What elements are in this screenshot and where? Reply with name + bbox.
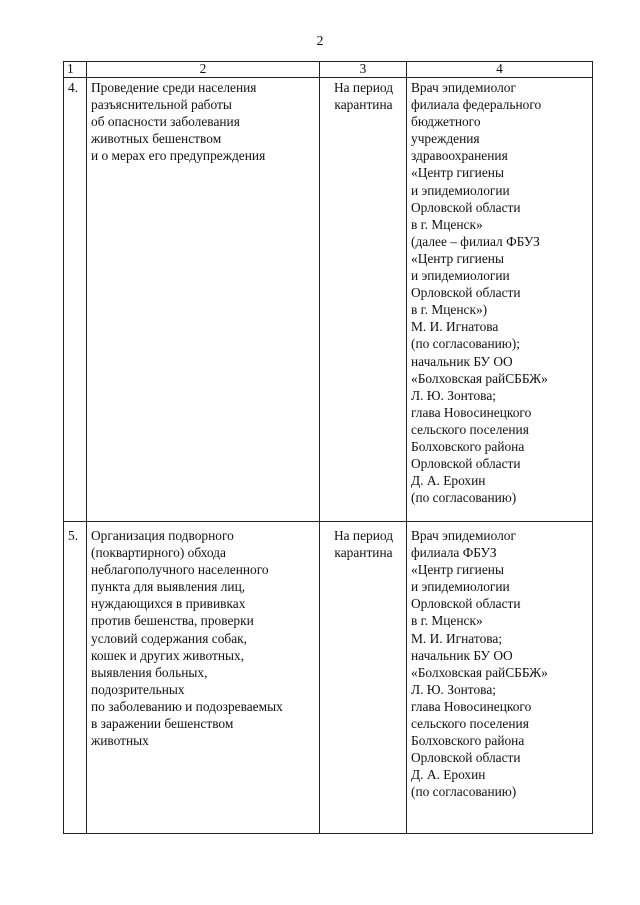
text-line: животных xyxy=(91,733,149,749)
text-line: сельского поселения xyxy=(411,716,529,732)
text-line: начальник БУ ОО xyxy=(411,647,513,663)
text-line: против бешенства, проверки xyxy=(91,613,254,629)
text-line: Орловской области xyxy=(411,596,521,612)
text-line: сельского поселения xyxy=(411,421,529,437)
row-number: 4. xyxy=(64,78,87,522)
text-line: кошек и других животных, xyxy=(91,647,245,663)
responsible-cell xyxy=(407,522,593,834)
text-line: нуждающихся в прививках xyxy=(91,596,246,612)
text-line: филиала федерального xyxy=(411,97,542,113)
responsible-cell xyxy=(407,78,593,522)
text-line: разъяснительной работы xyxy=(91,97,232,113)
text-line: (далее – филиал ФБУЗ xyxy=(411,233,540,249)
text-line: и эпидемиологии xyxy=(411,268,510,284)
text-line: На период xyxy=(333,528,394,543)
text-line: в г. Мценск») xyxy=(411,302,488,318)
text-line: (по согласованию) xyxy=(411,490,517,506)
text-line: (по согласованию) xyxy=(411,784,517,800)
text-line: начальник БУ ОО xyxy=(411,353,513,369)
text-line: неблагополучного населенного xyxy=(91,562,269,578)
text-line: «Центр гигиены xyxy=(411,165,504,181)
column-header-2: 2 xyxy=(87,62,320,78)
text-line: Проведение среди населения xyxy=(91,80,257,95)
text-line: глава Новосинецкого xyxy=(411,698,532,714)
text-line: Л. Ю. Зонтова; xyxy=(411,387,496,403)
activity-cell xyxy=(87,522,320,834)
text-line: об опасности заболевания xyxy=(91,114,240,130)
text-line: Орловской области xyxy=(411,750,521,766)
text-line: М. И. Игнатова; xyxy=(411,630,503,646)
text-line: животных бешенством xyxy=(91,131,222,147)
period-cell xyxy=(320,522,407,834)
text-line: условий содержания собак, xyxy=(91,630,248,646)
text-line: пункта для выявления лиц, xyxy=(91,579,246,595)
text-line: Врач эпидемиолог xyxy=(411,528,516,543)
column-header-4: 4 xyxy=(407,62,593,78)
text-line: «Центр гигиены xyxy=(411,562,504,578)
row-number: 5. xyxy=(64,522,87,834)
text-line: Д. А. Ерохин xyxy=(411,473,486,489)
text-line: учреждения xyxy=(411,131,480,147)
text-line: Врач эпидемиолог xyxy=(411,80,516,95)
text-line: выявления больных, xyxy=(91,664,208,680)
text-line: Орловской области xyxy=(411,199,521,215)
text-line: Л. Ю. Зонтова; xyxy=(411,681,496,697)
text-line: (поквартирного) обхода xyxy=(91,545,226,561)
text-line: и эпидемиологии xyxy=(411,182,510,198)
text-line: по заболеванию и подозреваемых xyxy=(91,698,283,714)
text-line: Орловской области xyxy=(411,285,521,301)
activity-cell xyxy=(87,78,320,522)
text-line: филиала ФБУЗ xyxy=(411,545,497,561)
document-table xyxy=(63,61,593,834)
text-line: бюджетного xyxy=(411,114,481,130)
text-line: Болховского района xyxy=(411,733,525,749)
text-line: Д. А. Ерохин xyxy=(411,767,486,783)
text-line: здравоохранения xyxy=(411,148,508,164)
text-line: (по согласованию); xyxy=(411,336,520,352)
text-line: карантина xyxy=(334,545,393,561)
text-line: в заражении бешенством xyxy=(91,716,234,732)
page-number: 2 xyxy=(316,34,324,49)
text-line: Организация подворного xyxy=(91,528,234,543)
text-line: Орловской области xyxy=(411,456,521,472)
text-line: в г. Мценск» xyxy=(411,613,483,629)
period-cell xyxy=(320,78,407,522)
text-line: глава Новосинецкого xyxy=(411,404,532,420)
text-line: в г. Мценск» xyxy=(411,216,483,232)
column-header-1: 1 xyxy=(64,62,87,78)
column-header-3: 3 xyxy=(320,62,407,78)
text-line: подозрительных xyxy=(91,681,185,697)
text-line: «Центр гигиены xyxy=(411,250,504,266)
text-line: М. И. Игнатова xyxy=(411,319,499,335)
text-line: «Болховская райСББЖ» xyxy=(411,370,548,386)
text-line: карантина xyxy=(334,97,393,113)
table-row xyxy=(64,522,593,834)
text-line: Болховского района xyxy=(411,438,525,454)
table-row xyxy=(64,78,593,522)
text-line: На период xyxy=(333,80,394,95)
text-line: и о мерах его предупреждения xyxy=(91,148,266,164)
text-line: «Болховская райСББЖ» xyxy=(411,664,548,680)
text-line: и эпидемиологии xyxy=(411,579,510,595)
table-header-row xyxy=(64,62,593,78)
